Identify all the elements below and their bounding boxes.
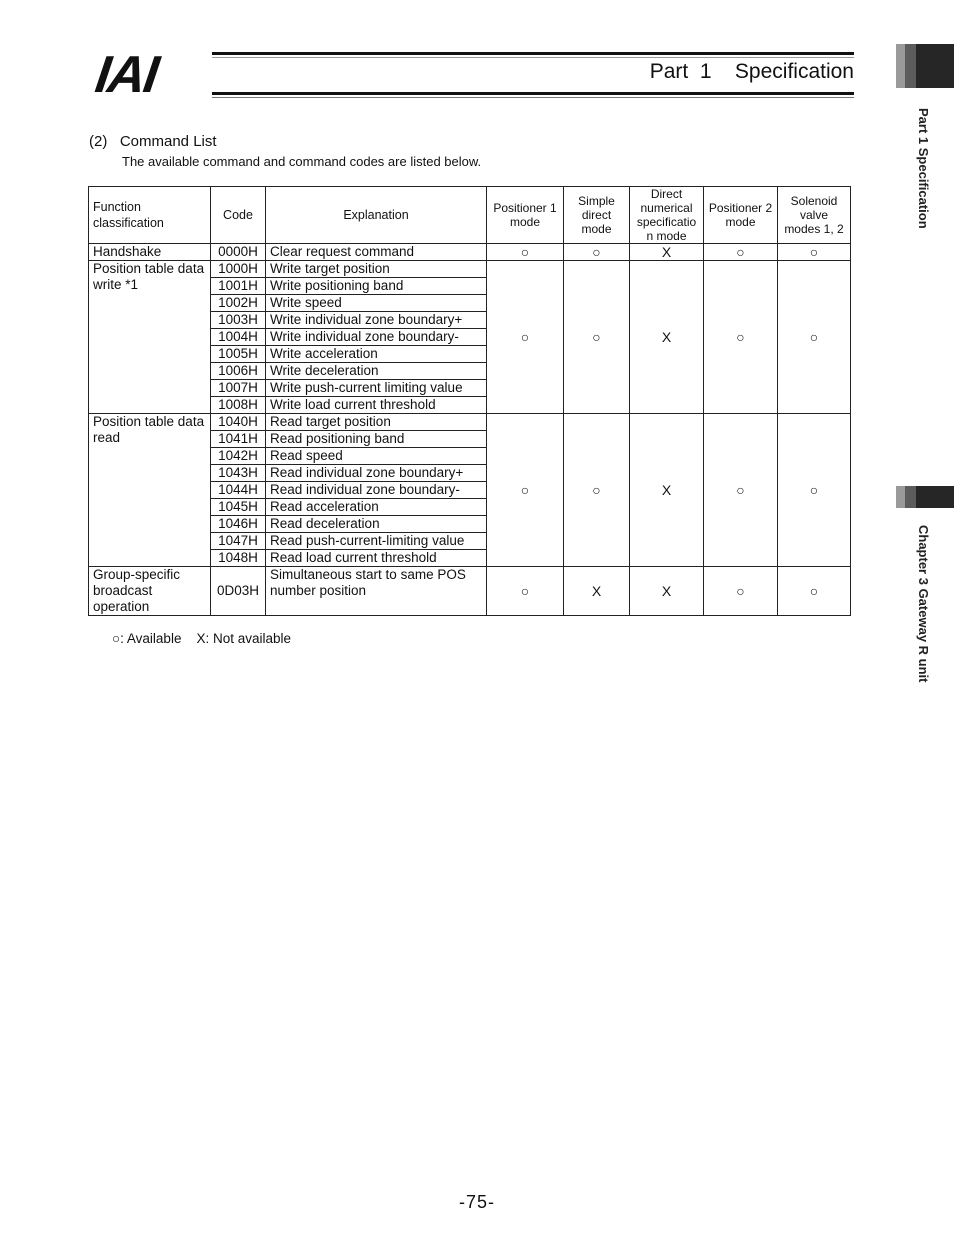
code-cell: 1001H <box>211 278 266 295</box>
mark-positioner2: ○ <box>704 567 778 616</box>
side-tab-label-chapter: Chapter 3 Gateway R unit <box>916 525 931 683</box>
code-cell: 1004H <box>211 329 266 346</box>
mark-positioner2: ○ <box>704 244 778 261</box>
table-row <box>89 414 851 431</box>
code-cell: 1046H <box>211 516 266 533</box>
mark-solenoid-valve: ○ <box>778 567 851 616</box>
function-classification-cell: Handshake <box>89 244 211 261</box>
mark-positioner2: ○ <box>704 261 778 414</box>
code-cell: 1007H <box>211 380 266 397</box>
header-explanation: Explanation <box>266 187 487 244</box>
page-header-title: Part 1 Specification <box>649 60 854 83</box>
function-classification-cell: Position table data read <box>89 414 211 567</box>
mark-positioner1: ○ <box>487 567 564 616</box>
mark-positioner1: ○ <box>487 244 564 261</box>
explanation-cell: Write deceleration <box>266 363 487 380</box>
code-cell: 1047H <box>211 533 266 550</box>
mark-direct-numerical: X <box>630 261 704 414</box>
code-cell: 1043H <box>211 465 266 482</box>
explanation-cell: Write positioning band <box>266 278 487 295</box>
table-row <box>89 567 851 616</box>
explanation-cell: Read individual zone boundary- <box>266 482 487 499</box>
mark-simple-direct: X <box>564 567 630 616</box>
explanation-cell: Write load current threshold <box>266 397 487 414</box>
code-cell: 1000H <box>211 261 266 278</box>
page-number: -75- <box>458 1192 495 1212</box>
side-tab-label-part: Part 1 Specification <box>916 108 931 229</box>
code-cell: 1040H <box>211 414 266 431</box>
explanation-cell: Write speed <box>266 295 487 312</box>
header-rule <box>212 57 854 58</box>
table-header-row <box>89 187 851 244</box>
code-cell: 1048H <box>211 550 266 567</box>
code-cell: 1041H <box>211 431 266 448</box>
code-cell: 1005H <box>211 346 266 363</box>
explanation-cell: Read push-current-limiting value <box>266 533 487 550</box>
header-positioner2-mode: Positioner 2 mode <box>704 187 778 244</box>
code-cell: 1002H <box>211 295 266 312</box>
header-solenoid-valve-modes: Solenoid valve modes 1, 2 <box>778 187 851 244</box>
explanation-cell: Read deceleration <box>266 516 487 533</box>
mark-direct-numerical: X <box>630 414 704 567</box>
mark-simple-direct: ○ <box>564 414 630 567</box>
code-cell: 1045H <box>211 499 266 516</box>
explanation-cell: Read acceleration <box>266 499 487 516</box>
mark-solenoid-valve: ○ <box>778 414 851 567</box>
table-row <box>89 261 851 278</box>
explanation-cell: Clear request command <box>266 244 487 261</box>
code-cell: 1042H <box>211 448 266 465</box>
iai-logo: IAI <box>91 46 161 104</box>
mark-simple-direct: ○ <box>564 261 630 414</box>
section-subtitle: The available command and command codes are listed below. <box>122 154 482 169</box>
header-positioner1-mode: Positioner 1 mode <box>487 187 564 244</box>
side-tab-marker <box>896 44 954 88</box>
command-list-table <box>88 186 851 616</box>
explanation-cell: Read individual zone boundary+ <box>266 465 487 482</box>
explanation-cell: Write individual zone boundary+ <box>266 312 487 329</box>
function-classification-cell: Position table data write *1 <box>89 261 211 414</box>
explanation-cell: Simultaneous start to same POS number position <box>266 567 487 616</box>
code-cell: 1044H <box>211 482 266 499</box>
header-rule <box>212 92 854 95</box>
table-row <box>89 244 851 261</box>
explanation-cell: Read positioning band <box>266 431 487 448</box>
header-rule <box>212 52 854 55</box>
mark-solenoid-valve: ○ <box>778 261 851 414</box>
explanation-cell: Write acceleration <box>266 346 487 363</box>
code-cell: 0D03H <box>211 567 266 616</box>
mark-direct-numerical: X <box>630 244 704 261</box>
function-classification-cell: Group-specific broadcast operation <box>89 567 211 616</box>
availability-legend: ○: Available X: Not available <box>112 631 292 646</box>
section-title: (2) Command List <box>89 133 217 150</box>
explanation-cell: Write individual zone boundary- <box>266 329 487 346</box>
header-function: Function classification <box>89 187 211 244</box>
mark-positioner1: ○ <box>487 261 564 414</box>
header-rule <box>212 97 854 98</box>
mark-positioner1: ○ <box>487 414 564 567</box>
code-cell: 1008H <box>211 397 266 414</box>
explanation-cell: Write target position <box>266 261 487 278</box>
header-direct-numerical-mode: Direct numerical specificatio n mode <box>630 187 704 244</box>
mark-simple-direct: ○ <box>564 244 630 261</box>
header-code: Code <box>211 187 266 244</box>
code-cell: 0000H <box>211 244 266 261</box>
side-tab-marker <box>896 486 954 508</box>
explanation-cell: Write push-current limiting value <box>266 380 487 397</box>
code-cell: 1006H <box>211 363 266 380</box>
code-cell: 1003H <box>211 312 266 329</box>
explanation-cell: Read speed <box>266 448 487 465</box>
explanation-cell: Read load current threshold <box>266 550 487 567</box>
mark-positioner2: ○ <box>704 414 778 567</box>
explanation-cell: Read target position <box>266 414 487 431</box>
mark-direct-numerical: X <box>630 567 704 616</box>
header-simple-direct-mode: Simple direct mode <box>564 187 630 244</box>
mark-solenoid-valve: ○ <box>778 244 851 261</box>
